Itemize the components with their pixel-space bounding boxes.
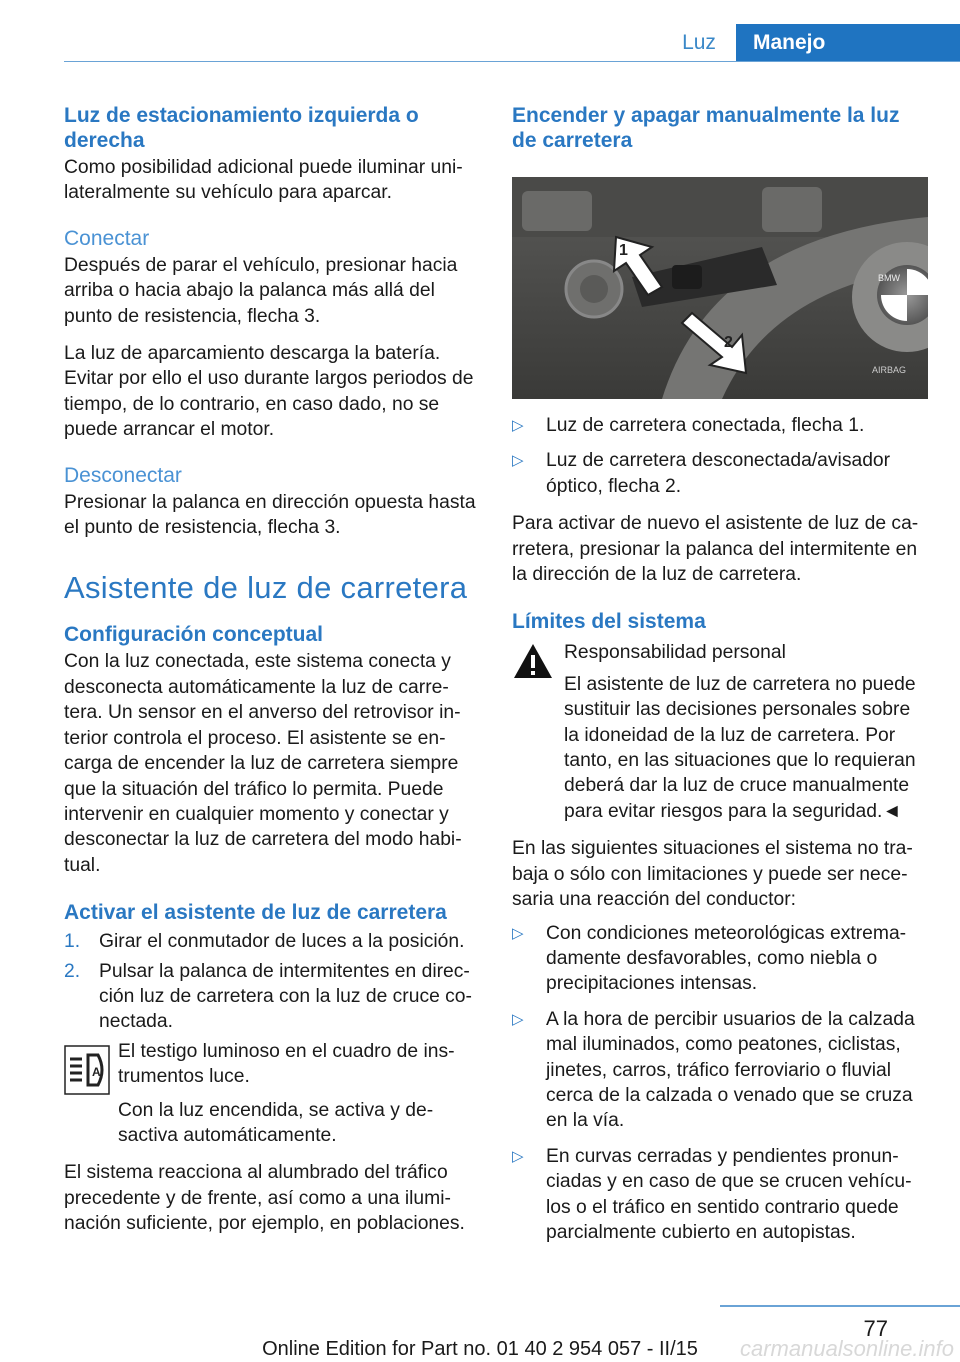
text-indicator-lit: El testigo luminoso en el cuadro de instrumentos luce.	[118, 1040, 455, 1088]
text-concept: Con la luz conectada, este sistema conecta y desconecta automáticamente la luz de carretera. Un sensor en el anverso del retrovisor interior controla el proceso. El asistente se encarga de encender la luz de carretera siempre que la situación del tráfico lo permita. Puede intervenir en cualquier momento y conectar y desconectar la luz de carretera del modo habitual.	[64, 651, 462, 876]
heading-manual-high-beam: Encender y apagar manualmente la luz de carretera	[512, 104, 900, 152]
text-parking-light: Como posibilidad adicional puede iluminar unilateralmente su vehículo para aparcar.	[64, 157, 463, 204]
manual-bullets	[512, 413, 926, 499]
activate-steps	[64, 929, 478, 1035]
step-number: 1.	[64, 931, 81, 953]
warning-block	[512, 640, 926, 824]
list-item	[64, 959, 478, 1035]
arrow-1-label: 1	[619, 242, 628, 259]
step-text: Girar el conmutador de luces a la posición.	[99, 931, 465, 953]
list-item	[512, 413, 926, 438]
edition-footer: Online Edition for Part no. 01 40 2 954 057 - II/15	[262, 1338, 698, 1360]
left-column	[64, 103, 478, 1237]
heading-connect: Conectar	[64, 226, 150, 250]
header-section-label: Luz	[662, 24, 736, 62]
text-disconnect: Presionar la palanca en dirección opuesta hasta el punto de resistencia, flecha 3.	[64, 491, 476, 539]
warning-triangle-icon	[512, 642, 554, 680]
high-beam-assistant-icon	[64, 1045, 110, 1095]
right-column	[512, 103, 926, 1255]
bullet-text: Luz de carretera conectada, flecha 1.	[546, 415, 865, 436]
list-item	[512, 448, 926, 499]
step-number: 2.	[64, 960, 81, 982]
heading-concept: Configuración conceptual	[64, 623, 324, 647]
photo-badge-text: BMW	[878, 273, 900, 283]
text-indicator-auto: Con la luz encendida, se activa y desactiva automáticamente.	[118, 1099, 434, 1146]
text-situations: En las siguientes situaciones el sistema no trabaja o sólo con limitaciones y puede ser necesaria una reacción del conductor:	[512, 838, 913, 911]
limits-bullets	[512, 921, 926, 1246]
heading-high-beam-assistant: Asistente de luz de carretera	[64, 570, 468, 606]
list-item	[64, 929, 478, 954]
steering-lever-photo	[512, 177, 928, 399]
heading-activate: Activar el asistente de luz de carretera	[64, 901, 447, 925]
page-number: 77	[863, 1316, 888, 1341]
bullet-text: En curvas cerradas y pendientes pronunciadas y en caso de que se crucen vehículos o el tráfico en sentido contrario quede parcialmente cubierto en autopistas.	[546, 1145, 912, 1243]
text-battery: La luz de aparcamiento descarga la batería. Evitar por ello el uso durante largos periodos de tiempo, de lo contrario, en caso dado, no se puede arrancar el motor.	[64, 343, 474, 441]
bullet-marker: ▷	[512, 1010, 524, 1028]
bullet-marker: ▷	[512, 452, 524, 470]
warning-title: Responsabilidad personal	[564, 642, 786, 664]
watermark: carmanualsonline.info	[739, 1336, 954, 1361]
header-rule	[64, 61, 960, 62]
arrow-2-label: 2	[724, 334, 733, 351]
heading-parking-light: Luz de estacionamiento izquierda o derecha	[64, 104, 419, 152]
bullet-text: Luz de carretera desconectada/avisador óptico, flecha 2.	[546, 450, 891, 497]
footer-rule	[720, 1305, 960, 1307]
warning-text-lead: El asistente de luz de carretera no puede sustituir las decisiones personales sobre la idoneidad de la luz de carretera. Por tanto, en las situaciones que lo requieran deberá dar la luz de cruce manualmente para evitar riesgos para la seguridad.◄	[564, 673, 916, 822]
list-item	[512, 1144, 926, 1246]
text-connect: Después de parar el vehículo, presionar hacia arriba o hacia abajo la palanca más allá del punto de resistencia, flecha 3.	[64, 254, 458, 327]
text-system-reacts: El sistema reacciona al alumbrado del tráfico precedente y de frente, así como a una iluminación suficiente, por ejemplo, en poblaciones.	[64, 1162, 465, 1235]
heading-disconnect: Desconectar	[64, 463, 182, 487]
indicator-note	[64, 1039, 478, 1149]
page-header	[662, 24, 960, 62]
bullet-marker: ▷	[512, 924, 524, 942]
list-item	[512, 921, 926, 997]
bullet-text: Con condiciones meteorológicas extremadamente desfavorables, como niebla o precipitaciones intensas.	[546, 922, 907, 995]
bullet-marker: ▷	[512, 1147, 524, 1165]
bullet-text: A la hora de percibir usuarios de la calzada mal iluminados, como peatones, ciclistas, jinetes, carros, tráfico ferroviario o fluvial cerca de la calzada o venado que se cruza en la vía.	[546, 1008, 915, 1132]
heading-system-limits: Límites del sistema	[512, 610, 706, 634]
step-text: Pulsar la palanca de intermitentes en dirección luz de carretera con la luz de cruce conectada.	[99, 960, 472, 1033]
photo-airbag-text: AIRBAG	[872, 365, 907, 375]
text-reactivate: Para activar de nuevo el asistente de luz de carretera, presionar la palanca del intermitente en la dirección de la luz de carretera.	[512, 513, 919, 586]
svg-text:A: A	[92, 1064, 101, 1079]
header-chapter-label: Manejo	[736, 24, 960, 62]
list-item	[512, 1007, 926, 1134]
bullet-marker: ▷	[512, 417, 524, 434]
